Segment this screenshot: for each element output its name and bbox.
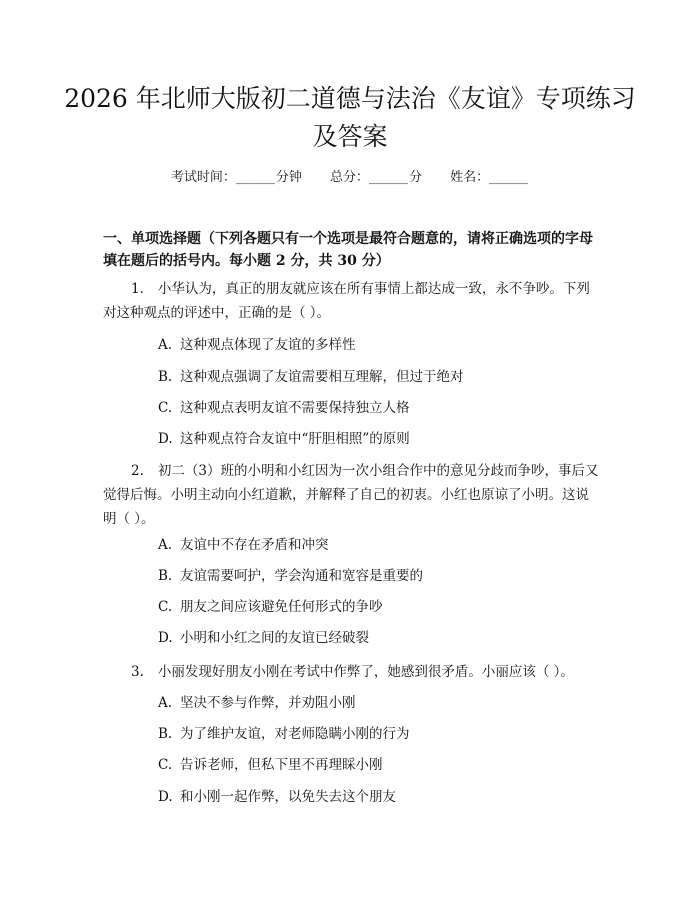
question-1-option-d bbox=[158, 429, 598, 449]
exam-info bbox=[0, 168, 700, 188]
question-number: 1. bbox=[131, 281, 144, 297]
option-text: 这种观点表明友谊不需要保持独立人格 bbox=[180, 400, 410, 416]
option-letter: B. bbox=[158, 726, 173, 742]
option-letter: B. bbox=[158, 568, 173, 584]
exam-time-blank: ______ bbox=[235, 170, 275, 185]
exam-score-blank: ______ bbox=[369, 170, 408, 185]
option-text: 和小刚一起作弊，以免失去这个朋友 bbox=[180, 789, 396, 805]
option-letter: D. bbox=[158, 789, 173, 805]
question-3-option-a bbox=[158, 693, 598, 713]
question-2-option-b bbox=[158, 566, 598, 586]
option-letter: C. bbox=[158, 599, 173, 615]
exam-score bbox=[330, 170, 422, 185]
question-2 bbox=[103, 459, 601, 531]
question-2-option-a bbox=[158, 535, 598, 555]
question-1 bbox=[103, 277, 601, 325]
question-stem: 初二（3）班的小明和小红因为一次小组合作中的意见分歧而争吵，事后又觉得后悔。小明主动向小红道歉，并解释了自己的初衷。小红也原谅了小明。这说明（ ）。 bbox=[103, 463, 599, 527]
option-text: 这种观点符合友谊中“肝胆相照”的原则 bbox=[180, 431, 410, 447]
exam-time-label: 考试时间： bbox=[170, 170, 236, 185]
option-text: 友谊中不存在矛盾和冲突 bbox=[180, 537, 329, 553]
option-letter: A. bbox=[158, 695, 173, 711]
exam-name bbox=[450, 170, 529, 185]
option-letter: A. bbox=[158, 337, 173, 353]
question-2-option-d bbox=[158, 628, 598, 648]
exam-time-unit: 分钟 bbox=[275, 170, 302, 185]
question-3-option-c bbox=[158, 755, 598, 775]
option-letter: C. bbox=[158, 400, 173, 416]
question-number: 3. bbox=[131, 664, 144, 680]
question-1-option-b bbox=[158, 367, 598, 387]
section-heading: 一、单项选择题（下列各题只有一个选项是最符合题意的，请将正确选项的字母填在题后的括号内。每小题 2 分，共 30 分） bbox=[103, 231, 593, 269]
question-stem: 小华认为，真正的朋友就应该在所有事情上都达成一致，永不争吵。下列对这种观点的评述中，正确的是（ ）。 bbox=[103, 281, 590, 321]
exam-score-label: 总分： bbox=[329, 170, 369, 185]
question-1-option-c bbox=[158, 398, 598, 418]
option-letter: D. bbox=[158, 630, 173, 646]
question-3 bbox=[103, 660, 601, 684]
question-3-option-d bbox=[158, 787, 598, 807]
option-letter: C. bbox=[158, 757, 173, 773]
option-text: 为了维护友谊，对老师隐瞒小刚的行为 bbox=[180, 726, 410, 742]
exam-name-blank: ______ bbox=[489, 170, 529, 185]
option-text: 坚决不参与作弊，并劝阻小刚 bbox=[180, 695, 356, 711]
question-3-option-b bbox=[158, 724, 598, 744]
option-letter: D. bbox=[158, 431, 173, 447]
option-letter: B. bbox=[158, 369, 173, 385]
option-text: 朋友之间应该避免任何形式的争吵 bbox=[180, 599, 383, 615]
option-letter: A. bbox=[158, 537, 173, 553]
question-1-option-a bbox=[158, 335, 598, 355]
option-text: 这种观点体现了友谊的多样性 bbox=[180, 337, 356, 353]
document-title: 2026 年北师大版初二道德与法治《友谊》专项练习及答案 bbox=[64, 84, 636, 151]
option-text: 小明和小红之间的友谊已经破裂 bbox=[180, 630, 369, 646]
question-2-option-c bbox=[158, 597, 598, 617]
question-stem: 小丽发现好朋友小刚在考试中作弊了，她感到很矛盾。小丽应该（ ）。 bbox=[157, 664, 574, 680]
exam-name-label: 姓名： bbox=[450, 170, 490, 185]
option-text: 友谊需要呵护，学会沟通和宽容是重要的 bbox=[180, 568, 423, 584]
exam-score-unit: 分 bbox=[409, 170, 423, 185]
option-text: 告诉老师，但私下里不再理睬小刚 bbox=[180, 757, 383, 773]
option-text: 这种观点强调了友谊需要相互理解，但过于绝对 bbox=[180, 369, 464, 385]
exam-time bbox=[171, 170, 302, 185]
question-number: 2. bbox=[131, 463, 144, 479]
